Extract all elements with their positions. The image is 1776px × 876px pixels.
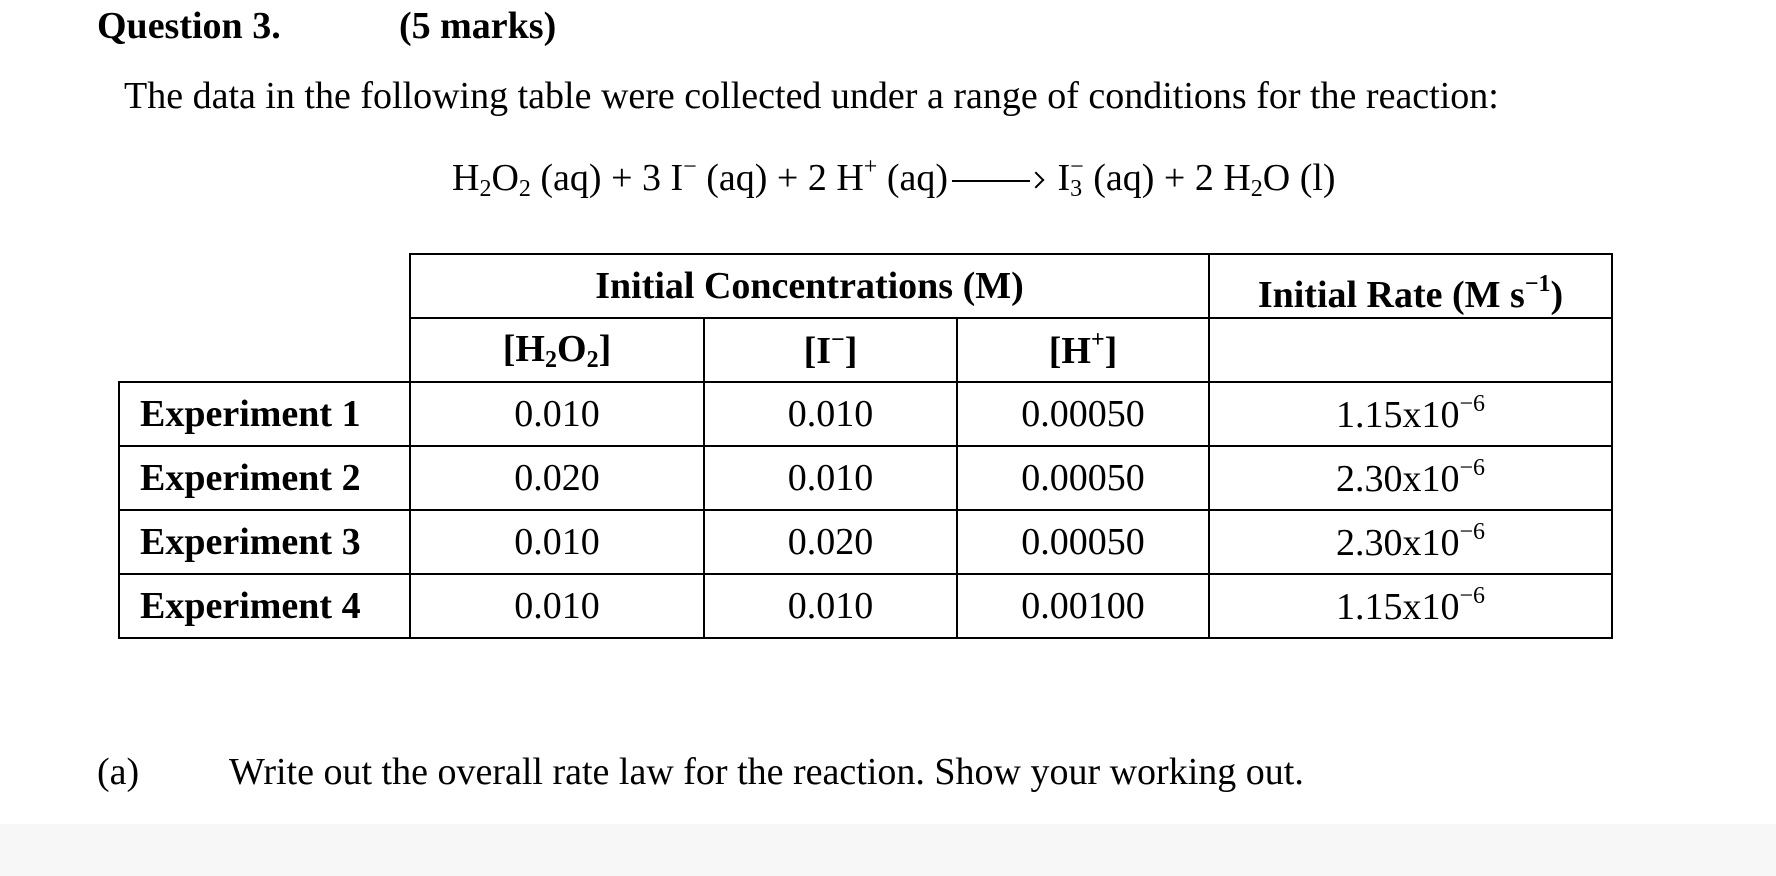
table-row [119,382,1612,446]
rate-header-sup: −1 [1524,271,1551,297]
rate-exponent: −6 [1459,583,1486,609]
col-header-h2o2 [410,318,704,382]
h2o2-value: 0.010 [410,382,704,446]
hydrogen-value: 0.00050 [957,446,1209,510]
reaction-equation [452,154,1336,203]
empty-corner [119,254,410,318]
rate-value [1209,382,1612,446]
rate-data-table [118,253,1613,639]
initial-concentrations-header: Initial Concentrations (M) [410,254,1209,318]
eq-text: O [491,157,519,199]
col-header-text: O [557,327,587,370]
col-header-text: [I [803,330,832,372]
hydrogen-value: 0.00050 [957,382,1209,446]
question-intro: The data in the following table were collected under a range of conditions for the reaction: [124,75,1499,117]
part-a-label: (a) [97,751,140,793]
col-header-text: ] [598,327,612,370]
iodide-value: 0.010 [704,574,957,638]
empty-corner [119,318,410,382]
eq-text: (aq) + 2 H [696,157,864,199]
question-title: Question 3. [97,5,281,47]
eq-sup: − [683,154,697,180]
part-a-prompt: Write out the overall rate law for the reaction. Show your working out. [229,751,1304,793]
rate-mantissa: 1.15x10 [1335,394,1460,436]
iodide-value: 0.020 [704,510,957,574]
eq-text: (aq) [877,157,949,199]
iodide-value: 0.010 [704,382,957,446]
rate-mantissa: 2.30x10 [1335,522,1460,564]
col-header-text: [H [1048,330,1091,372]
page-bottom-band [0,824,1776,876]
col-header-sup: + [1090,327,1105,353]
question-marks: (5 marks) [399,5,557,47]
eq-sub: 2 [1250,176,1263,202]
col-header-sub: 2 [545,346,557,373]
eq-sub: 3 [1070,176,1083,202]
reaction-arrow-icon [952,171,1044,191]
experiment-label: Experiment 2 [119,446,410,510]
rate-header-close: ) [1550,274,1564,316]
rate-header-text: Initial Rate (M s [1257,274,1525,316]
col-header-text: ] [844,330,858,372]
initial-rate-header [1209,254,1612,318]
rate-exponent: −6 [1459,519,1486,545]
col-header-iodide [704,318,957,382]
eq-text: I [1048,157,1071,199]
eq-text: (aq) + 3 I [530,157,684,199]
rate-value [1209,446,1612,510]
table-row [119,574,1612,638]
rate-mantissa: 1.15x10 [1335,586,1460,628]
rate-value [1209,574,1612,638]
eq-sup: + [863,154,878,180]
col-header-rate-empty [1209,318,1612,382]
h2o2-value: 0.010 [410,510,704,574]
eq-sub: 2 [518,176,531,202]
col-header-sup: − [831,327,845,353]
col-header-text: ] [1104,330,1118,372]
experiment-label: Experiment 3 [119,510,410,574]
hydrogen-value: 0.00050 [957,510,1209,574]
col-header-hydrogen [957,318,1209,382]
rate-mantissa: 2.30x10 [1335,458,1460,500]
eq-sub: 2 [479,176,492,202]
table-row [119,510,1612,574]
h2o2-value: 0.010 [410,574,704,638]
rate-exponent: −6 [1459,391,1486,417]
col-header-sub: 2 [586,346,599,373]
eq-text: H [452,157,480,199]
experiment-label: Experiment 4 [119,574,410,638]
rate-exponent: −6 [1459,455,1486,481]
experiment-label: Experiment 1 [119,382,410,446]
eq-sup: − [1070,154,1084,180]
h2o2-value: 0.020 [410,446,704,510]
table-row [119,446,1612,510]
eq-text: O (l) [1262,157,1336,199]
hydrogen-value: 0.00100 [957,574,1209,638]
eq-text: (aq) + 2 H [1083,157,1251,199]
rate-value [1209,510,1612,574]
iodide-value: 0.010 [704,446,957,510]
col-header-text: [H [502,327,545,370]
